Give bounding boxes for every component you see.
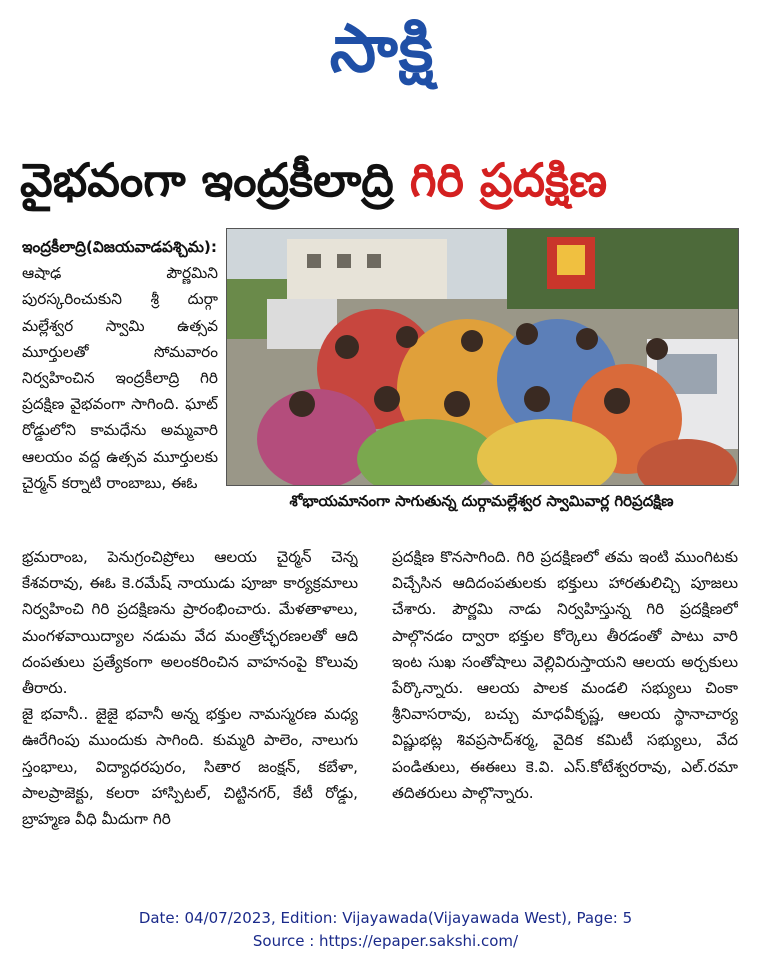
news-photo <box>226 228 739 486</box>
article-intro <box>22 234 218 536</box>
article-dateline: ఇంద్రకీలాద్రి(విజయవాడపశ్చిమ): <box>22 238 217 256</box>
article-paragraph: భ్రమరాంబ, పెనుగ్రంచిప్రోలు ఆలయ చైర్మన్ చెన్న కేశవరావు, ఈఓ కె.రమేష్ నాయుడు పూజా కార్యక్రమాలు నిర్వహించి గిరి ప్రదక్షిణను ప్రారంభించారు. మేళతాళాలు, మంగళవాయిద్యాల నడుమ వేద మంత్రోచ్ఛరణలతో ఆది దంపతులు ప్రత్యేకంగా అలంకరించిన వాహనంపై కొలువు తీరారు. <box>22 548 358 698</box>
article-paragraph: ప్రదక్షిణ కొనసాగింది. గిరి ప్రదక్షిణలో తమ ఇంటి ముంగిటకు విచ్చేసిన ఆదిదంపతులకు భక్తులు హారతులిచ్చి పూజలు చేశారు. పౌర్ణమి నాడు నిర్వహిస్తున్న గిరి ప్రదక్షిణలో పాల్గొనడం ద్వారా భక్తుల కోర్కెలు తీరడంతో పాటు వారి ఇంట సుఖ సంతోషాలు వెల్లివిరుస్తాయని ఆలయ అర్చకులు పేర్కొన్నారు. ఆలయ పాలక మండలి సభ్యులు చింకా శ్రీనివాసరావు, బచ్చు మాధవీకృష్ణ, ఆలయ స్థానాచార్య విష్ణుభట్ల శివప్రసాద్‌శర్మ, వైదిక కమిటీ సభ్యులు, వేద పండితులు, ఈఈలు కె.వి. ఎస్.కోటేశ్వరరావు, ఎల్.రమా తదితరులు పాల్గొన్నారు. <box>392 548 738 802</box>
headline-part2: గిరి ప్రదక్షిణ <box>409 153 608 207</box>
article-intro-text: ఆషాఢ పౌర్ణమిని పురస్కరించుకుని శ్రీ దుర్గా మల్లేశ్వర స్వామి ఉత్సవ మూర్తులతో సోమవారం నిర్వహించిన ఇంద్రకీలాద్రి గిరి ప్రదక్షిణ వైభవంగా సాగింది. ఘాట్ రోడ్డులోని కామధేను అమ్మవారి ఆలయం వద్ద ఉత్సవ మూర్తులకు చైర్మన్ కర్నాటి రాంబాబు, ఈఓ <box>22 264 218 492</box>
headline <box>20 145 760 215</box>
article-column-right <box>392 544 738 870</box>
footer-source-line: Source : https://epaper.sakshi.com/ <box>252 932 519 950</box>
headline-part1: వైభవంగా ఇంద్రకీలాద్రి <box>20 153 410 207</box>
photo-caption: శోభాయమానంగా సాగుతున్న దుర్గామల్లేశ్వర స్వామివార్ల గిరిప్రదక్షిణ <box>289 492 674 510</box>
article-paragraph: జై భవానీ.. జైజై భవానీ అన్న భక్తుల నామస్మరణ మధ్య ఊరేగింపు ముందుకు సాగింది. కుమ్మరి పాలెం, నాలుగు స్తంభాలు, విద్యాధరపురం, సితార జంక్షన్, కబేళా, పాలప్రాజెక్టు, కలరా హాస్పిటల్, చిట్టినగర్, కేటీ రోడ్డు, బ్రాహ్మణ వీధి మీదుగా గిరి <box>22 705 358 829</box>
article-column-left <box>22 544 358 870</box>
masthead-logo: సాక్షి <box>329 9 435 87</box>
footer-date-line: Date: 04/07/2023, Edition: Vijayawada(Vijayawada West), Page: 5 <box>138 909 633 927</box>
